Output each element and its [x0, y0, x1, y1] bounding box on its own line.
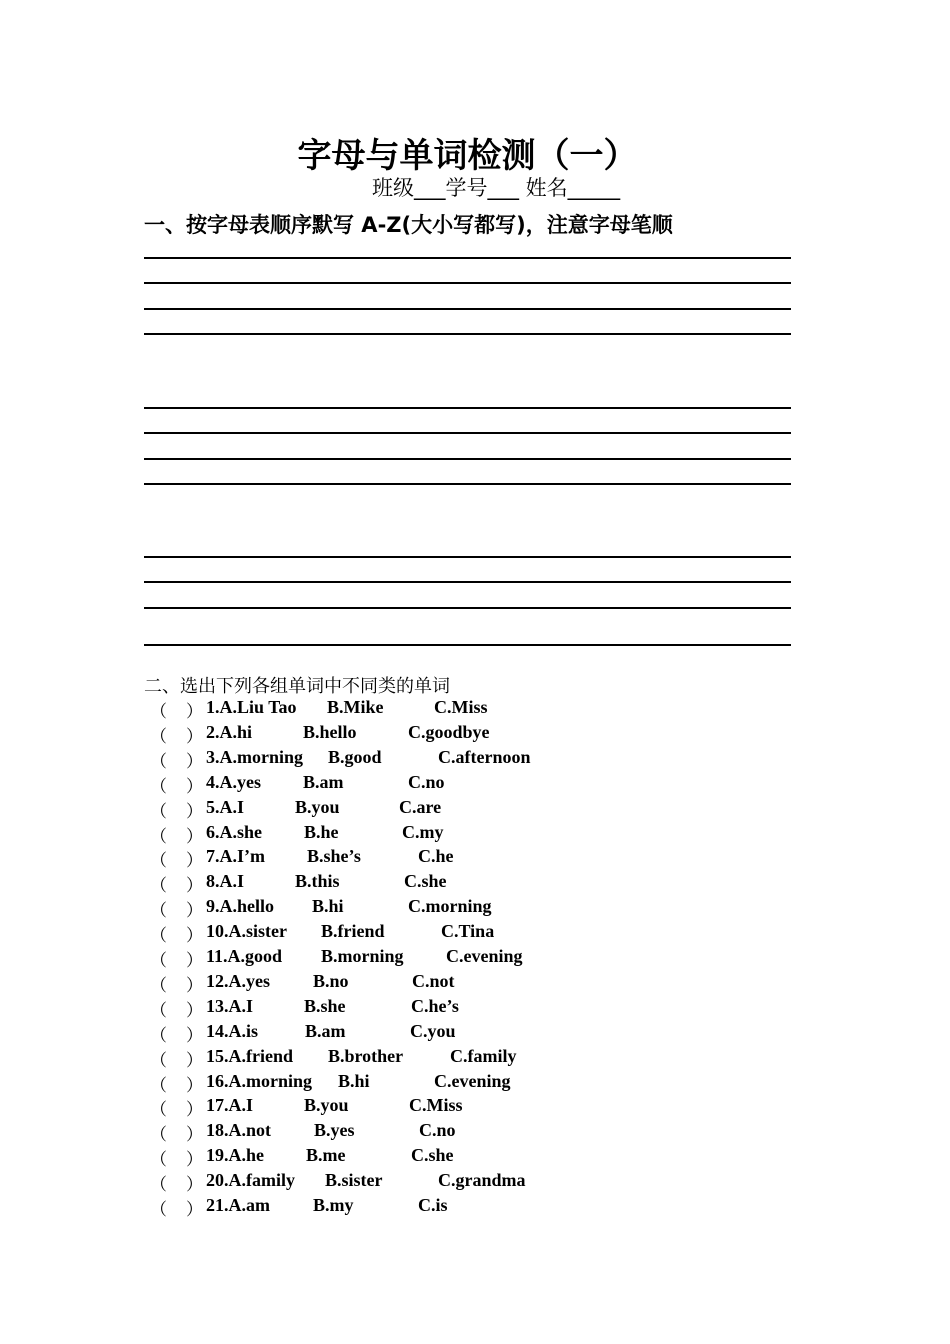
- writing-line[interactable]: [144, 556, 791, 558]
- answer-blank-open[interactable]: （: [150, 1075, 167, 1096]
- answer-blank-close: ）: [186, 826, 203, 847]
- answer-blank-open[interactable]: （: [150, 1100, 167, 1121]
- option-a: 16.A.morning: [206, 1070, 313, 1091]
- option-a: 9.A.hello: [206, 896, 275, 917]
- option-b: B.hello: [303, 721, 357, 742]
- answer-blank-open[interactable]: （: [150, 851, 167, 872]
- option-a: 10.A.sister: [206, 921, 287, 942]
- answer-blank-close: ）: [186, 1175, 203, 1196]
- answer-blank-open[interactable]: （: [150, 876, 167, 897]
- option-c: C.Miss: [434, 697, 488, 717]
- option-c: C.evening: [434, 1070, 511, 1091]
- answer-blank-close: ）: [186, 702, 203, 722]
- option-a: 17.A.I: [206, 1095, 254, 1116]
- option-a: 8.A.I: [206, 871, 245, 892]
- writing-line[interactable]: [144, 644, 791, 646]
- option-b: B.yes: [314, 1120, 355, 1141]
- option-a: 18.A.not: [206, 1120, 272, 1141]
- answer-blank-open[interactable]: （: [150, 1125, 167, 1146]
- answer-blank-open[interactable]: （: [150, 1175, 167, 1196]
- option-a: 2.A.hi: [206, 721, 253, 742]
- option-c: C.you: [410, 1020, 456, 1041]
- option-b: B.hi: [312, 896, 344, 917]
- answer-blank-close: ）: [186, 1025, 203, 1046]
- option-c: C.is: [418, 1195, 448, 1215]
- option-a: 12.A.yes: [206, 970, 270, 991]
- writing-line[interactable]: [144, 257, 791, 259]
- option-c: C.she: [404, 871, 447, 892]
- option-a: 1.A.Liu Tao: [206, 697, 297, 717]
- option-b: B.hi: [338, 1070, 370, 1091]
- answer-blank-close: ）: [186, 1050, 203, 1071]
- option-b: B.morning: [321, 946, 404, 966]
- option-a: 5.A.I: [206, 796, 245, 817]
- answer-blank-open[interactable]: （: [150, 702, 167, 722]
- answer-blank-close: ）: [186, 726, 203, 747]
- option-c: C.my: [402, 821, 444, 842]
- writing-line[interactable]: [144, 333, 791, 335]
- option-a: 21.A.am: [206, 1195, 270, 1215]
- answer-blank-open[interactable]: （: [150, 751, 167, 772]
- answer-blank-close: ）: [186, 801, 203, 822]
- option-b: B.no: [313, 970, 349, 991]
- answer-blank-close: ）: [186, 776, 203, 797]
- answer-blank-open[interactable]: （: [150, 1025, 167, 1046]
- option-b: B.you: [304, 1095, 349, 1116]
- student-info-line: 班级___学号___ 姓名_____: [372, 176, 621, 200]
- answer-blank-close: ）: [186, 975, 203, 996]
- writing-line[interactable]: [144, 607, 791, 609]
- answer-blank-close: ）: [186, 876, 203, 897]
- answer-blank-open[interactable]: （: [150, 926, 167, 947]
- option-b: B.good: [328, 746, 382, 767]
- option-a: 20.A.family: [206, 1170, 295, 1191]
- writing-line[interactable]: [144, 407, 791, 409]
- answer-blank-open[interactable]: （: [150, 776, 167, 797]
- option-c: C.no: [408, 771, 445, 792]
- answer-blank-close: ）: [186, 1075, 203, 1096]
- answer-blank-open[interactable]: （: [150, 826, 167, 847]
- writing-line[interactable]: [144, 308, 791, 310]
- option-c: C.not: [412, 970, 455, 991]
- option-b: B.brother: [328, 1045, 404, 1066]
- answer-blank-close: ）: [186, 1200, 203, 1220]
- option-b: B.she: [304, 995, 346, 1016]
- answer-blank-open[interactable]: （: [150, 951, 167, 971]
- option-c: C.evening: [446, 946, 523, 966]
- option-a: 14.A.is: [206, 1020, 259, 1041]
- option-a: 11.A.good: [206, 946, 283, 966]
- option-c: C.afternoon: [438, 746, 531, 767]
- option-c: C.morning: [408, 896, 492, 917]
- writing-line[interactable]: [144, 581, 791, 583]
- answer-blank-open[interactable]: （: [150, 975, 167, 996]
- answer-blank-close: ）: [186, 1125, 203, 1146]
- writing-line[interactable]: [144, 282, 791, 284]
- answer-blank-open[interactable]: （: [150, 901, 167, 922]
- option-a: 13.A.I: [206, 995, 254, 1016]
- option-b: B.am: [305, 1020, 346, 1041]
- answer-blank-open[interactable]: （: [150, 1200, 167, 1220]
- option-c: C.Tina: [441, 921, 495, 942]
- answer-blank-close: ）: [186, 926, 203, 947]
- option-b: B.you: [295, 796, 340, 817]
- option-a: 6.A.she: [206, 821, 263, 842]
- option-b: B.friend: [321, 921, 385, 942]
- option-c: C.goodbye: [408, 721, 490, 742]
- answer-blank-open[interactable]: （: [150, 726, 167, 747]
- answer-blank-close: ）: [186, 851, 203, 872]
- option-a: 7.A.I’m: [206, 846, 265, 867]
- answer-blank-close: ）: [186, 1100, 203, 1121]
- option-b: B.this: [295, 871, 340, 892]
- option-c: C.she: [411, 1145, 454, 1166]
- option-b: B.sister: [325, 1170, 383, 1191]
- option-a: 19.A.he: [206, 1145, 264, 1166]
- option-b: B.she’s: [307, 846, 361, 867]
- option-c: C.grandma: [438, 1170, 526, 1191]
- option-b: B.my: [313, 1195, 354, 1215]
- writing-line[interactable]: [144, 483, 791, 485]
- option-c: C.no: [419, 1120, 456, 1141]
- answer-blank-open[interactable]: （: [150, 1150, 167, 1171]
- writing-line[interactable]: [144, 432, 791, 434]
- option-b: B.am: [303, 771, 344, 792]
- option-b: B.me: [306, 1145, 346, 1166]
- page-title: 字母与单词检测（一）: [297, 136, 638, 176]
- option-a: 15.A.friend: [206, 1045, 293, 1066]
- section2-heading: 二、选出下列各组单词中不同类的单词: [144, 676, 450, 697]
- option-b: B.he: [304, 821, 339, 842]
- option-c: C.family: [450, 1045, 517, 1066]
- answer-blank-close: ）: [186, 901, 203, 922]
- section1-heading: 一、按字母表顺序默写 A-Z(大小写都写)，注意字母笔顺: [144, 213, 673, 237]
- option-b: B.Mike: [327, 697, 384, 717]
- option-a: 3.A.morning: [206, 746, 304, 767]
- answer-blank-close: ）: [186, 1000, 203, 1021]
- option-c: C.Miss: [409, 1095, 463, 1116]
- writing-line[interactable]: [144, 458, 791, 460]
- answer-blank-open[interactable]: （: [150, 1050, 167, 1071]
- option-c: C.he: [418, 846, 454, 867]
- option-c: C.he’s: [411, 995, 459, 1016]
- answer-blank-open[interactable]: （: [150, 801, 167, 822]
- answer-blank-close: ）: [186, 951, 203, 971]
- option-a: 4.A.yes: [206, 771, 261, 792]
- answer-blank-open[interactable]: （: [150, 1000, 167, 1021]
- option-c: C.are: [399, 796, 442, 817]
- answer-blank-close: ）: [186, 1150, 203, 1171]
- answer-blank-close: ）: [186, 751, 203, 772]
